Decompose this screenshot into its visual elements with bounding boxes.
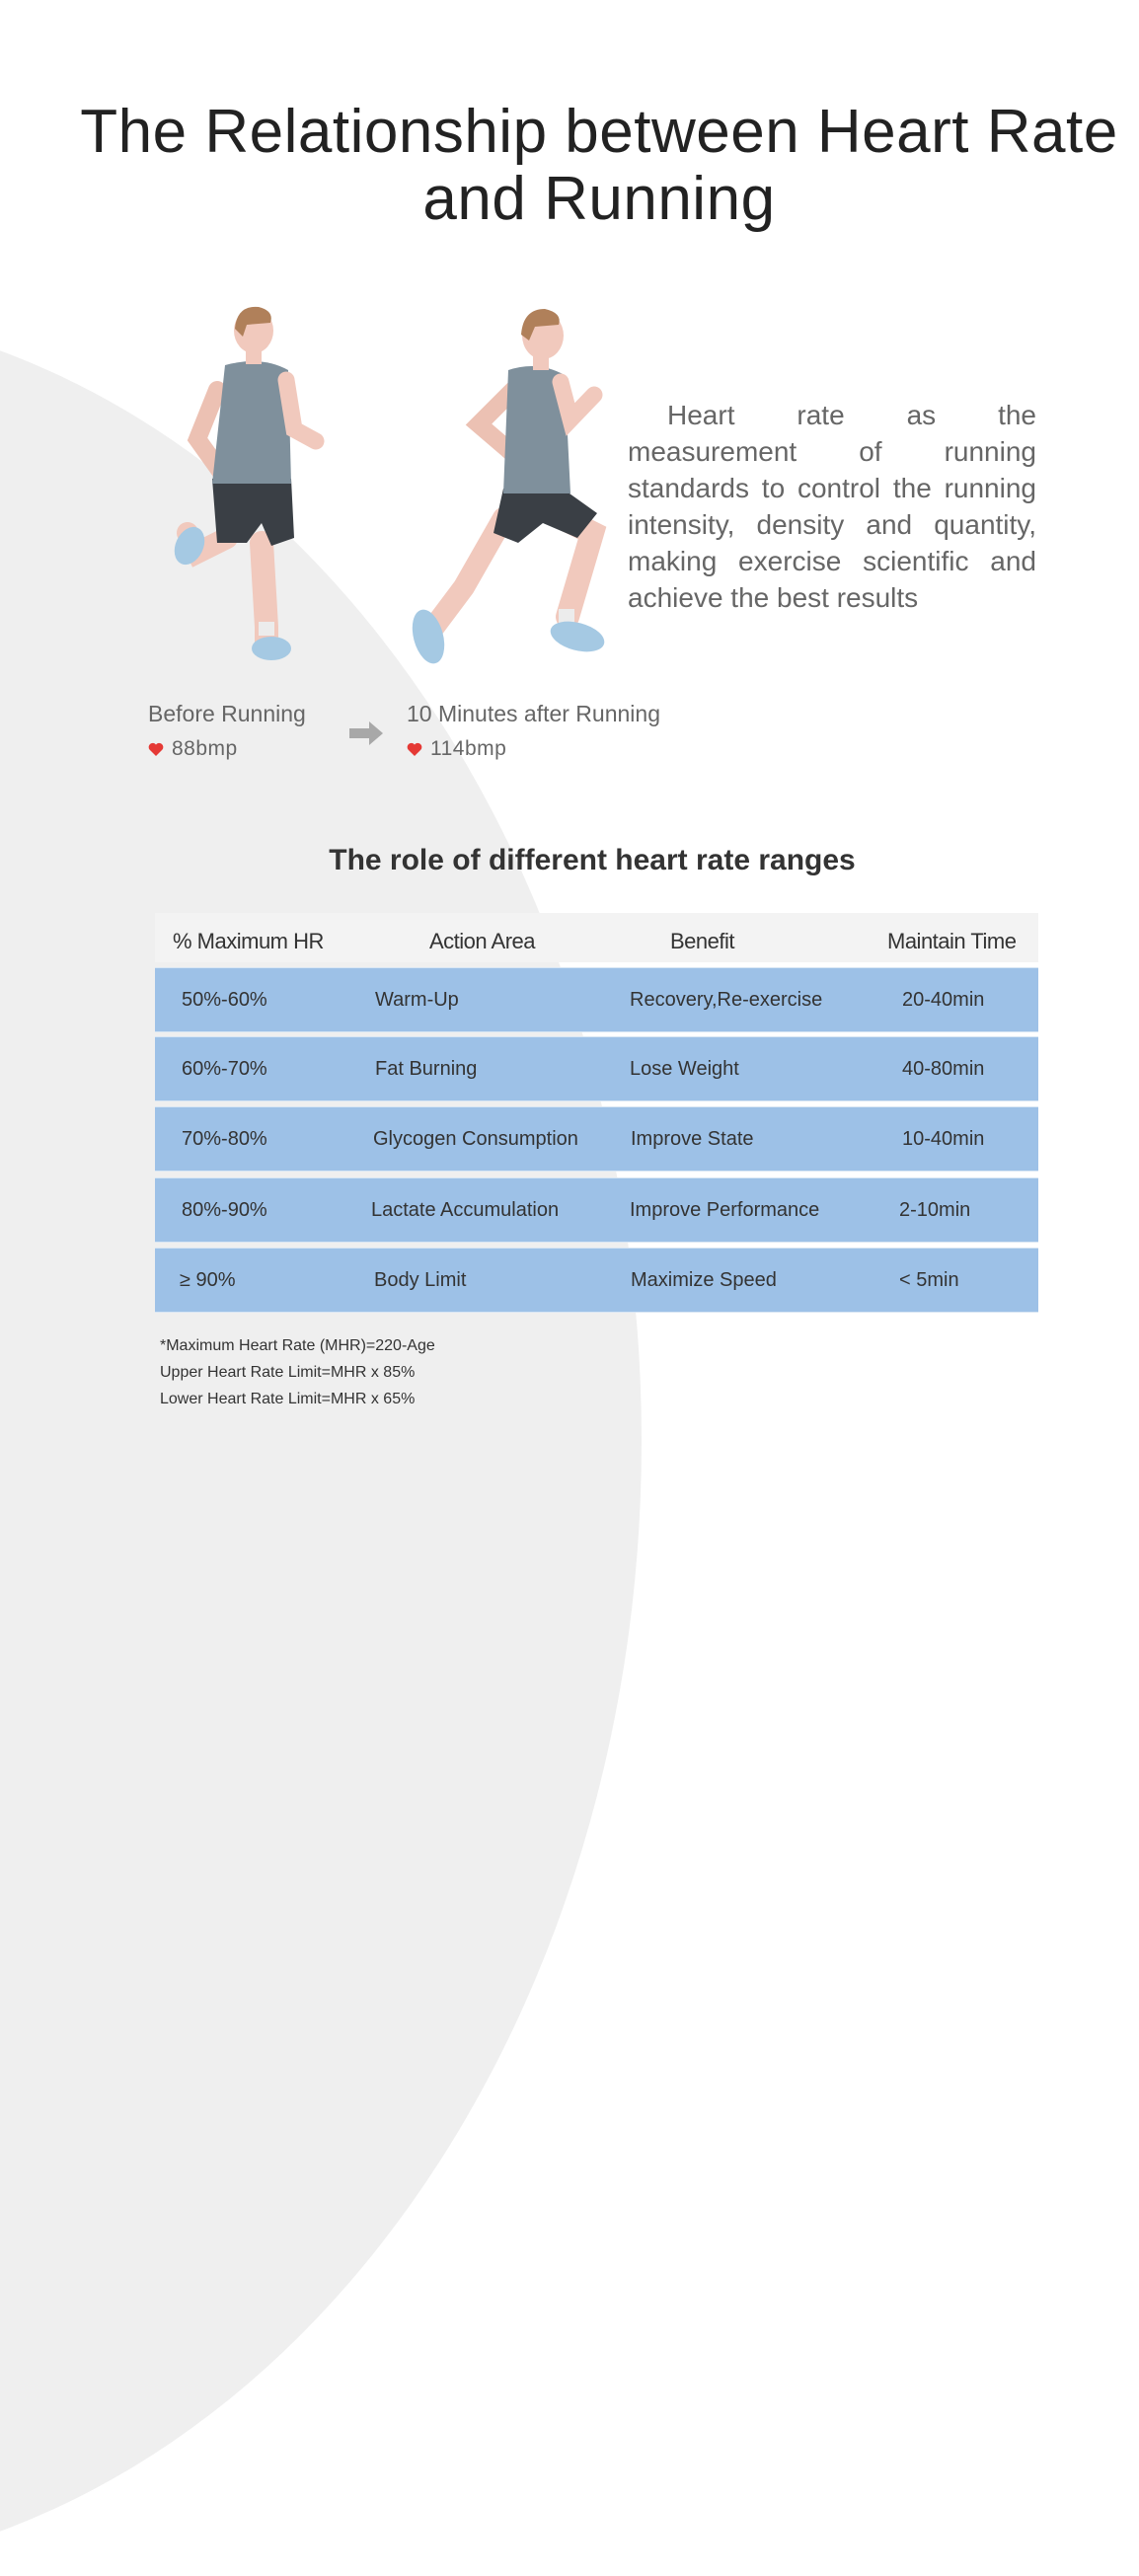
cell-action-area: Lactate Accumulation bbox=[371, 1199, 560, 1221]
cell-maintain-time: 20-40min bbox=[902, 989, 985, 1011]
cell-benefit: Improve State bbox=[631, 1128, 754, 1150]
after-running-label: 10 Minutes after Running bbox=[407, 701, 660, 726]
before-running-bpm: 88bmp bbox=[172, 737, 238, 760]
header-action-area: Action Area bbox=[429, 929, 536, 953]
after-running-bpm: 114bmp bbox=[430, 737, 507, 760]
cell-maintain-time: 2-10min bbox=[899, 1199, 971, 1221]
cell-maintain-time: 40-80min bbox=[902, 1058, 985, 1080]
cell-max-hr: 50%-60% bbox=[182, 989, 267, 1011]
footnotes bbox=[160, 1332, 435, 1412]
cell-maintain-time: 10-40min bbox=[902, 1128, 985, 1150]
before-running-stat bbox=[148, 701, 306, 761]
table-row bbox=[155, 1036, 1038, 1101]
table-header bbox=[155, 913, 1038, 962]
cell-benefit: Lose Weight bbox=[630, 1058, 739, 1080]
header-benefit: Benefit bbox=[670, 929, 734, 953]
heart-icon bbox=[148, 742, 164, 756]
cell-max-hr: 70%-80% bbox=[182, 1128, 267, 1150]
cell-action-area: Body Limit bbox=[374, 1269, 467, 1291]
header-max-hr: % Maximum HR bbox=[173, 929, 324, 953]
table-row bbox=[155, 967, 1038, 1032]
cell-maintain-time: < 5min bbox=[899, 1269, 959, 1291]
footnote-lower-limit: Lower Heart Rate Limit=MHR x 65% bbox=[160, 1391, 416, 1407]
intro-paragraph: Heart rate as the measurement of running standards to control the running intensity, density and quantity, making exercise scientific and achieve the best results bbox=[628, 400, 1036, 613]
header-maintain-time: Maintain Time bbox=[887, 929, 1017, 953]
after-running-stat bbox=[407, 701, 660, 761]
cell-max-hr: 60%-70% bbox=[182, 1058, 267, 1080]
cell-max-hr: 80%-90% bbox=[182, 1199, 267, 1221]
cell-benefit: Recovery,Re-exercise bbox=[630, 989, 823, 1011]
cell-benefit: Improve Performance bbox=[630, 1199, 820, 1221]
cell-action-area: Glycogen Consumption bbox=[373, 1128, 578, 1150]
table-row bbox=[155, 1248, 1038, 1313]
cell-benefit: Maximize Speed bbox=[631, 1269, 777, 1291]
cell-action-area: Warm-Up bbox=[375, 989, 459, 1011]
runner-after-illustration bbox=[405, 301, 612, 676]
runner-before-illustration bbox=[168, 301, 326, 676]
cell-action-area: Fat Burning bbox=[375, 1058, 478, 1080]
before-running-label: Before Running bbox=[148, 701, 306, 726]
table-row bbox=[155, 1106, 1038, 1172]
table-subtitle: The role of different heart rate ranges bbox=[329, 844, 856, 876]
arrow-right-icon bbox=[347, 720, 385, 746]
page-title: The Relationship between Heart Rate and Running bbox=[80, 98, 1118, 233]
heart-icon bbox=[407, 742, 422, 756]
footnote-mhr: *Maximum Heart Rate (MHR)=220-Age bbox=[160, 1337, 435, 1354]
table-row bbox=[155, 1177, 1038, 1243]
cell-max-hr: ≥ 90% bbox=[180, 1269, 236, 1291]
footnote-upper-limit: Upper Heart Rate Limit=MHR x 85% bbox=[160, 1364, 416, 1381]
